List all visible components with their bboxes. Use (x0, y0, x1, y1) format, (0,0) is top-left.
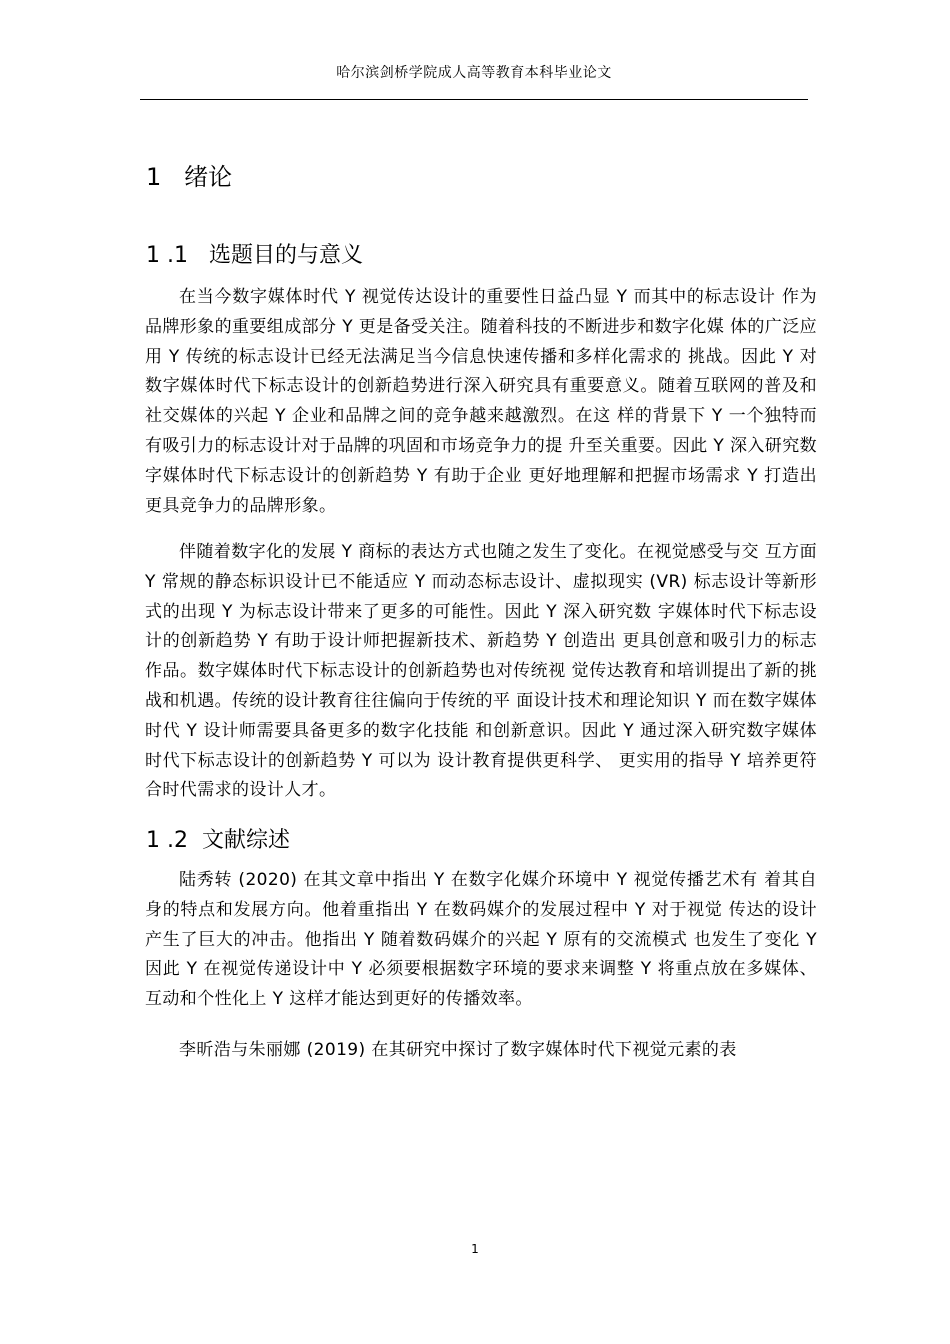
section-title-literature-review: 1 .2 文献综述 (146, 828, 290, 853)
paragraph: 伴随着数字化的发展 Y 商标的表达方式也随之发生了变化。在视觉感受与交 互方面 Y 常规的静态标识设计已不能适应 Y 而动态标志设计、虚拟现实 (VR) 标志设计等新形式的出现 Y 为标志设计带来了更多的可能性。因此 Y 深入研究数 字媒体时代下标志设计的创新趋势 Y 有助于设计师把握新技术、新趋势 Y 创造出 更具创意和吸引力的标志作品。数字媒体时代下标志设计的创新趋势也对传统视 觉传达教育和培训提出了新的挑战和机遇。传统的设计教育往往偏向于传统的平 面设计技术和理论知识 Y 而在数字媒体时代 Y 设计师需要具备更多的数字化技能 和创新意识。因此 Y 通过深入研究数字媒体时代下标志设计的创新趋势 Y 可以为 设计教育提供更科学、 更实用的指导 Y 培养更符合时代需求的设计人才。 (145, 542, 817, 801)
page-number: 1 (471, 1242, 479, 1256)
paragraph: 在当今数字媒体时代 Y 视觉传达设计的重要性日益凸显 Y 而其中的标志设计 作为品牌形象的重要组成部分 Y 更是备受关注。随着科技的不断进步和数字化媒 体的广泛应用 Y 传统的标志设计已经无法满足当今信息快速传播和多样化需求的 挑战。因此 Y 对数字媒体时代下标志设计的创新趋势进行深入研究具有重要意义。随着互联网的普及和社交媒体的兴起 Y 企业和品牌之间的竞争越来越激烈。在这 样的背景下 Y 一个独特而有吸引力的标志设计对于品牌的巩固和市场竞争力的提 升至关重要。因此 Y 深入研究数字媒体时代下标志设计的创新趋势 Y 有助于企业 更好地理解和把握市场需求 Y 打造出更具竞争力的品牌形象。 (145, 287, 817, 516)
header-divider (140, 99, 808, 100)
section-title-purpose: 1 .1 选题目的与意义 (146, 243, 363, 268)
chapter-title: 1 绪论 (146, 163, 233, 191)
paragraph: 李昕浩与朱丽娜 (2019) 在其研究中探讨了数字媒体时代下视觉元素的表 (179, 1040, 737, 1060)
paragraph: 陆秀转 (2020) 在其文章中指出 Y 在数字化媒介环境中 Y 视觉传播艺术有 着其自身的特点和发展方向。他着重指出 Y 在数码媒介的发展过程中 Y 对于视觉 传达的设计产生了巨大的冲击。他指出 Y 随着数码媒介的兴起 Y 原有的交流模式 也发生了变化 Y 因此 Y 在视觉传递设计中 Y 必须要根据数字环境的要求来调整 Y 将重点放在多媒体、 互动和个性化上 Y 这样才能达到更好的传播效率。 (145, 870, 817, 1010)
page-header: 哈尔滨剑桥学院成人高等教育本科毕业论文 (336, 65, 612, 81)
